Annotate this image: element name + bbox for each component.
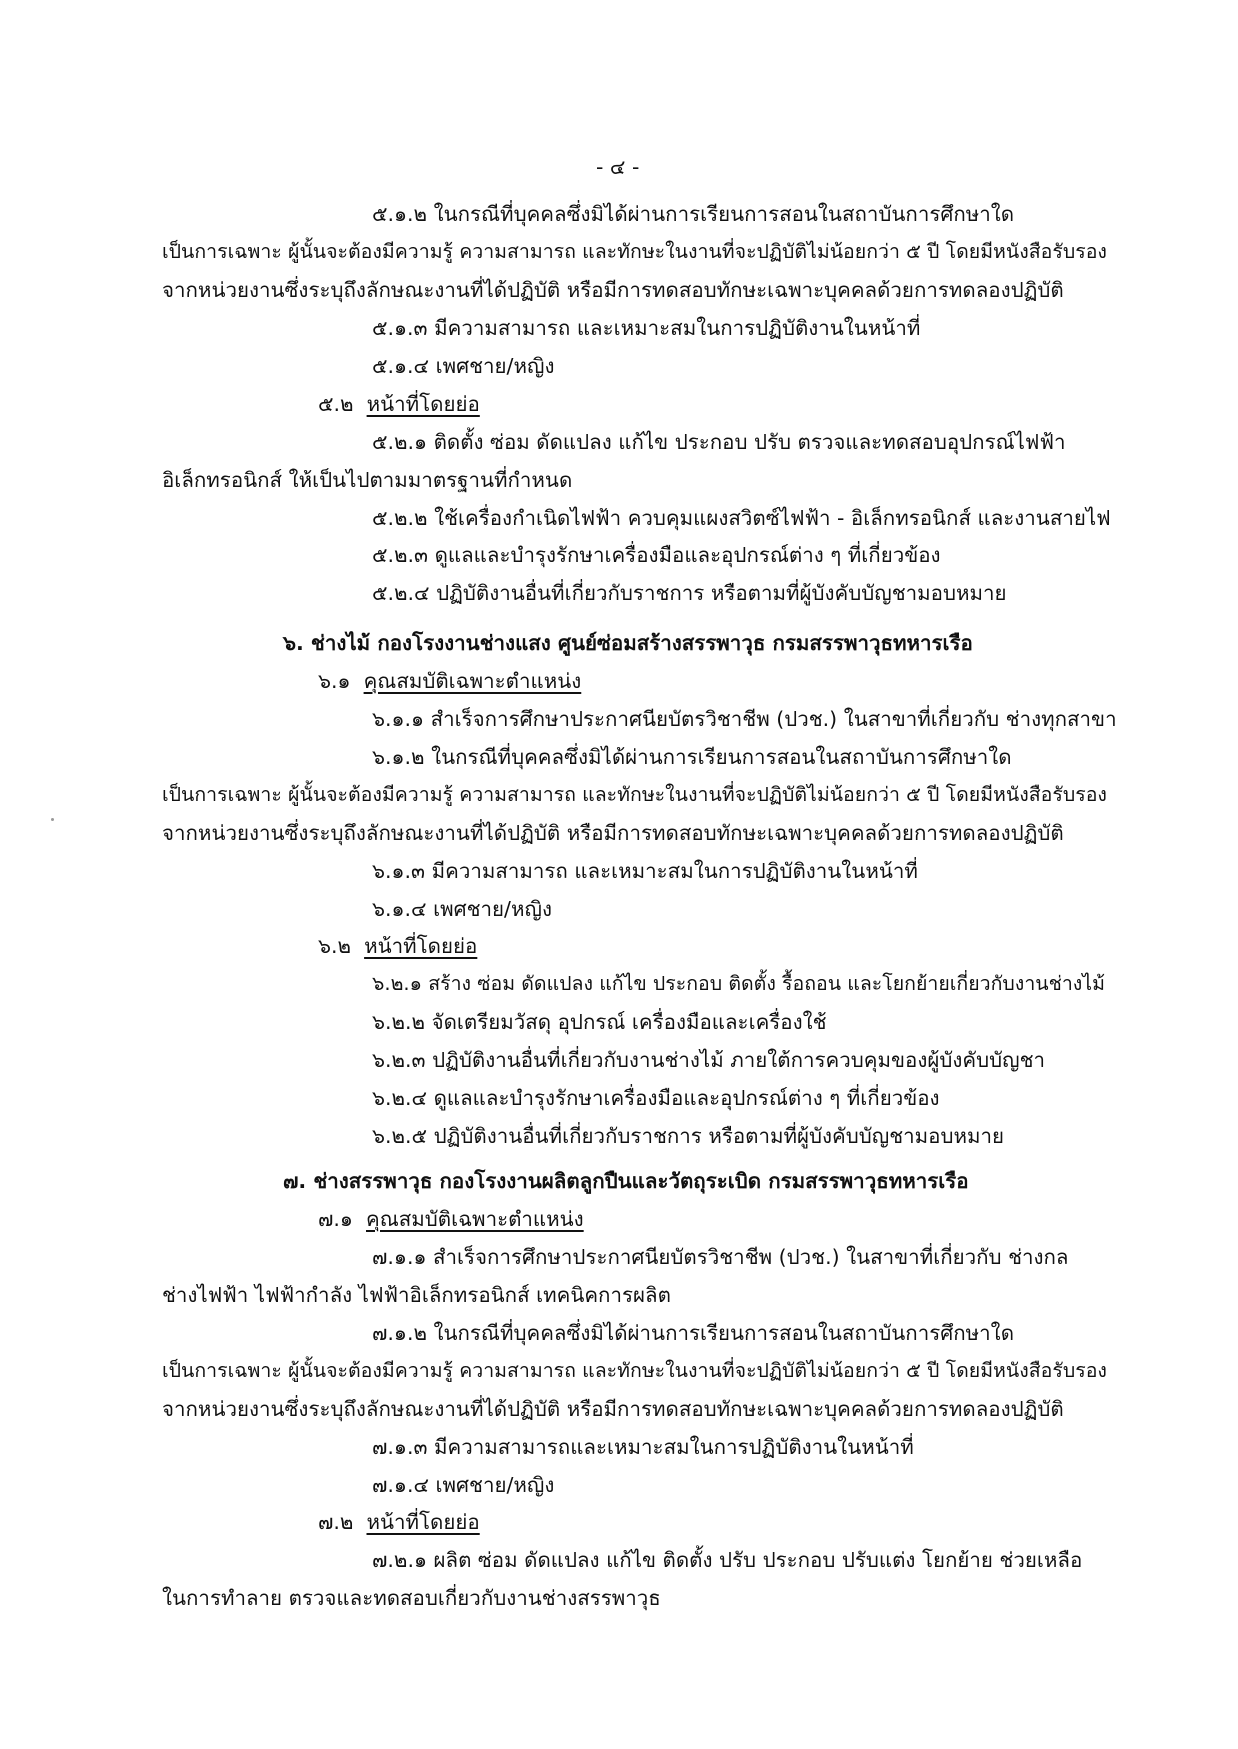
- item-6-2-3: ๖.๒.๓ ปฏิบัติงานอื่นที่เกี่ยวกับงานช่างไม้ ภายใต้การควบคุมของผู้บังคับบัญชา: [372, 1048, 1045, 1072]
- subsection-6-2-heading: [318, 932, 477, 960]
- subsection-title: หน้าที่โดยย่อ: [366, 392, 480, 416]
- subsection-title: หน้าที่โดยย่อ: [364, 934, 478, 958]
- item-7-2-1: ๗.๒.๑ ผลิต ซ่อม ดัดแปลง แก้ไข ติดตั้ง ปรับ ประกอบ ปรับแต่ง โยกย้าย ช่วยเหลือ: [372, 1548, 1083, 1572]
- item-5-1-2-cont: เป็นการเฉพาะ ผู้นั้นจะต้องมีความรู้ ความสามารถ และทักษะในงานที่จะปฏิบัติไม่น้อยกว่า ๕ ปี โดยมีหนังสือรับรอง: [162, 240, 1107, 263]
- scan-speck: [51, 818, 54, 821]
- subsection-number: ๖.๒: [318, 934, 352, 958]
- subsection-7-2-heading: [318, 1508, 480, 1536]
- item-5-2-2: ๕.๒.๒ ใช้เครื่องกำเนิดไฟฟ้า ควบคุมแผงสวิตซ์ไฟฟ้า - อิเล็กทรอนิกส์ และงานสายไฟ: [372, 506, 1111, 530]
- subsection-number: ๕.๒: [318, 392, 354, 416]
- subsection-7-1-heading: [318, 1205, 584, 1233]
- item-6-1-3: ๖.๑.๓ มีความสามารถ และเหมาะสมในการปฏิบัติงานในหน้าที่: [372, 859, 918, 883]
- subsection-number: ๗.๒: [318, 1510, 354, 1534]
- item-7-1-4: ๗.๑.๔ เพศชาย/หญิง: [372, 1473, 555, 1497]
- subsection-title: หน้าที่โดยย่อ: [366, 1510, 480, 1534]
- subsection-title: คุณสมบัติเฉพาะตำแหน่ง: [366, 1207, 584, 1231]
- item-5-2-4: ๕.๒.๔ ปฏิบัติงานอื่นที่เกี่ยวกับราชการ หรือตามที่ผู้บังคับบัญชามอบหมาย: [372, 581, 1007, 605]
- section-6-heading: ๖. ช่างไม้ กองโรงงานช่างแสง ศูนย์ซ่อมสร้างสรรพาวุธ กรมสรรพาวุธทหารเรือ: [283, 631, 973, 655]
- item-6-1-2: ๖.๑.๒ ในกรณีที่บุคคลซึ่งมิได้ผ่านการเรียนการสอนในสถาบันการศึกษาใด: [372, 745, 1012, 769]
- section-7-heading: ๗. ช่างสรรพาวุธ กองโรงงานผลิตลูกปืนและวัตถุระเบิด กรมสรรพาวุธทหารเรือ: [283, 1169, 969, 1193]
- item-7-1-1: ๗.๑.๑ สำเร็จการศึกษาประกาศนียบัตรวิชาชีพ (ปวช.) ในสาขาที่เกี่ยวกับ ช่างกล: [372, 1245, 1069, 1269]
- item-7-1-2-cont: เป็นการเฉพาะ ผู้นั้นจะต้องมีความรู้ ความสามารถ และทักษะในงานที่จะปฏิบัติไม่น้อยกว่า ๕ ปี โดยมีหนังสือรับรอง: [162, 1359, 1107, 1382]
- item-6-1-2-cont: จากหน่วยงานซึ่งระบุถึงลักษณะงานที่ได้ปฏิบัติ หรือมีการทดสอบทักษะเฉพาะบุคคลด้วยการทดลองปฏิบัติ: [162, 821, 1064, 845]
- item-7-1-1-cont: ช่างไฟฟ้า ไฟฟ้ากำลัง ไฟฟ้าอิเล็กทรอนิกส์ เทคนิคการผลิต: [162, 1283, 671, 1307]
- subsection-title: คุณสมบัติเฉพาะตำแหน่ง: [363, 669, 582, 693]
- item-5-1-4: ๕.๑.๔ เพศชาย/หญิง: [372, 354, 555, 378]
- item-5-2-3: ๕.๒.๓ ดูแลและบำรุงรักษาเครื่องมือและอุปกรณ์ต่าง ๆ ที่เกี่ยวข้อง: [372, 543, 941, 567]
- subsection-5-2-heading: [318, 390, 480, 418]
- item-7-1-2: ๗.๑.๒ ในกรณีที่บุคคลซึ่งมิได้ผ่านการเรียนการสอนในสถาบันการศึกษาใด: [372, 1321, 1015, 1345]
- item-7-1-3: ๗.๑.๓ มีความสามารถและเหมาะสมในการปฏิบัติงานในหน้าที่: [372, 1435, 914, 1459]
- subsection-number: ๗.๑: [318, 1207, 353, 1231]
- item-6-1-4: ๖.๑.๔ เพศชาย/หญิง: [372, 897, 552, 921]
- item-5-1-3: ๕.๑.๓ มีความสามารถ และเหมาะสมในการปฏิบัติงานในหน้าที่: [372, 316, 921, 340]
- item-5-1-2-cont: จากหน่วยงานซึ่งระบุถึงลักษณะงานที่ได้ปฏิบัติ หรือมีการทดสอบทักษะเฉพาะบุคคลด้วยการทดลองปฏิบัติ: [162, 278, 1064, 302]
- item-5-2-1-cont: อิเล็กทรอนิกส์ ให้เป็นไปตามมาตรฐานที่กำหนด: [162, 468, 573, 492]
- item-6-1-1: ๖.๑.๑ สำเร็จการศึกษาประกาศนียบัตรวิชาชีพ (ปวช.) ในสาขาที่เกี่ยวกับ ช่างทุกสาขา: [372, 707, 1117, 731]
- subsection-number: ๖.๑: [318, 669, 351, 693]
- item-6-1-2-cont: เป็นการเฉพาะ ผู้นั้นจะต้องมีความรู้ ความสามารถ และทักษะในงานที่จะปฏิบัติไม่น้อยกว่า ๕ ปี โดยมีหนังสือรับรอง: [162, 783, 1107, 806]
- item-6-2-1: ๖.๒.๑ สร้าง ซ่อม ดัดแปลง แก้ไข ประกอบ ติดตั้ง รื้อถอน และโยกย้ายเกี่ยวกับงานช่างไม้: [372, 972, 1105, 995]
- item-7-2-1-cont: ในการทำลาย ตรวจและทดสอบเกี่ยวกับงานช่างสรรพาวุธ: [162, 1586, 661, 1610]
- item-7-1-2-cont: จากหน่วยงานซึ่งระบุถึงลักษณะงานที่ได้ปฏิบัติ หรือมีการทดสอบทักษะเฉพาะบุคคลด้วยการทดลองปฏิบัติ: [162, 1397, 1064, 1421]
- item-6-2-5: ๖.๒.๕ ปฏิบัติงานอื่นที่เกี่ยวกับราชการ หรือตามที่ผู้บังคับบัญชามอบหมาย: [372, 1124, 1005, 1148]
- item-5-1-2: ๕.๑.๒ ในกรณีที่บุคคลซึ่งมิได้ผ่านการเรียนการสอนในสถาบันการศึกษาใด: [372, 202, 1015, 226]
- subsection-6-1-heading: [318, 667, 581, 695]
- item-5-2-1: ๕.๒.๑ ติดตั้ง ซ่อม ดัดแปลง แก้ไข ประกอบ ปรับ ตรวจและทดสอบอุปกรณ์ไฟฟ้า: [372, 430, 1066, 454]
- item-6-2-2: ๖.๒.๒ จัดเตรียมวัสดุ อุปกรณ์ เครื่องมือและเครื่องใช้: [372, 1010, 827, 1034]
- page-number: - ๔ -: [596, 155, 640, 179]
- item-6-2-4: ๖.๒.๔ ดูแลและบำรุงรักษาเครื่องมือและอุปกรณ์ต่าง ๆ ที่เกี่ยวข้อง: [372, 1086, 940, 1110]
